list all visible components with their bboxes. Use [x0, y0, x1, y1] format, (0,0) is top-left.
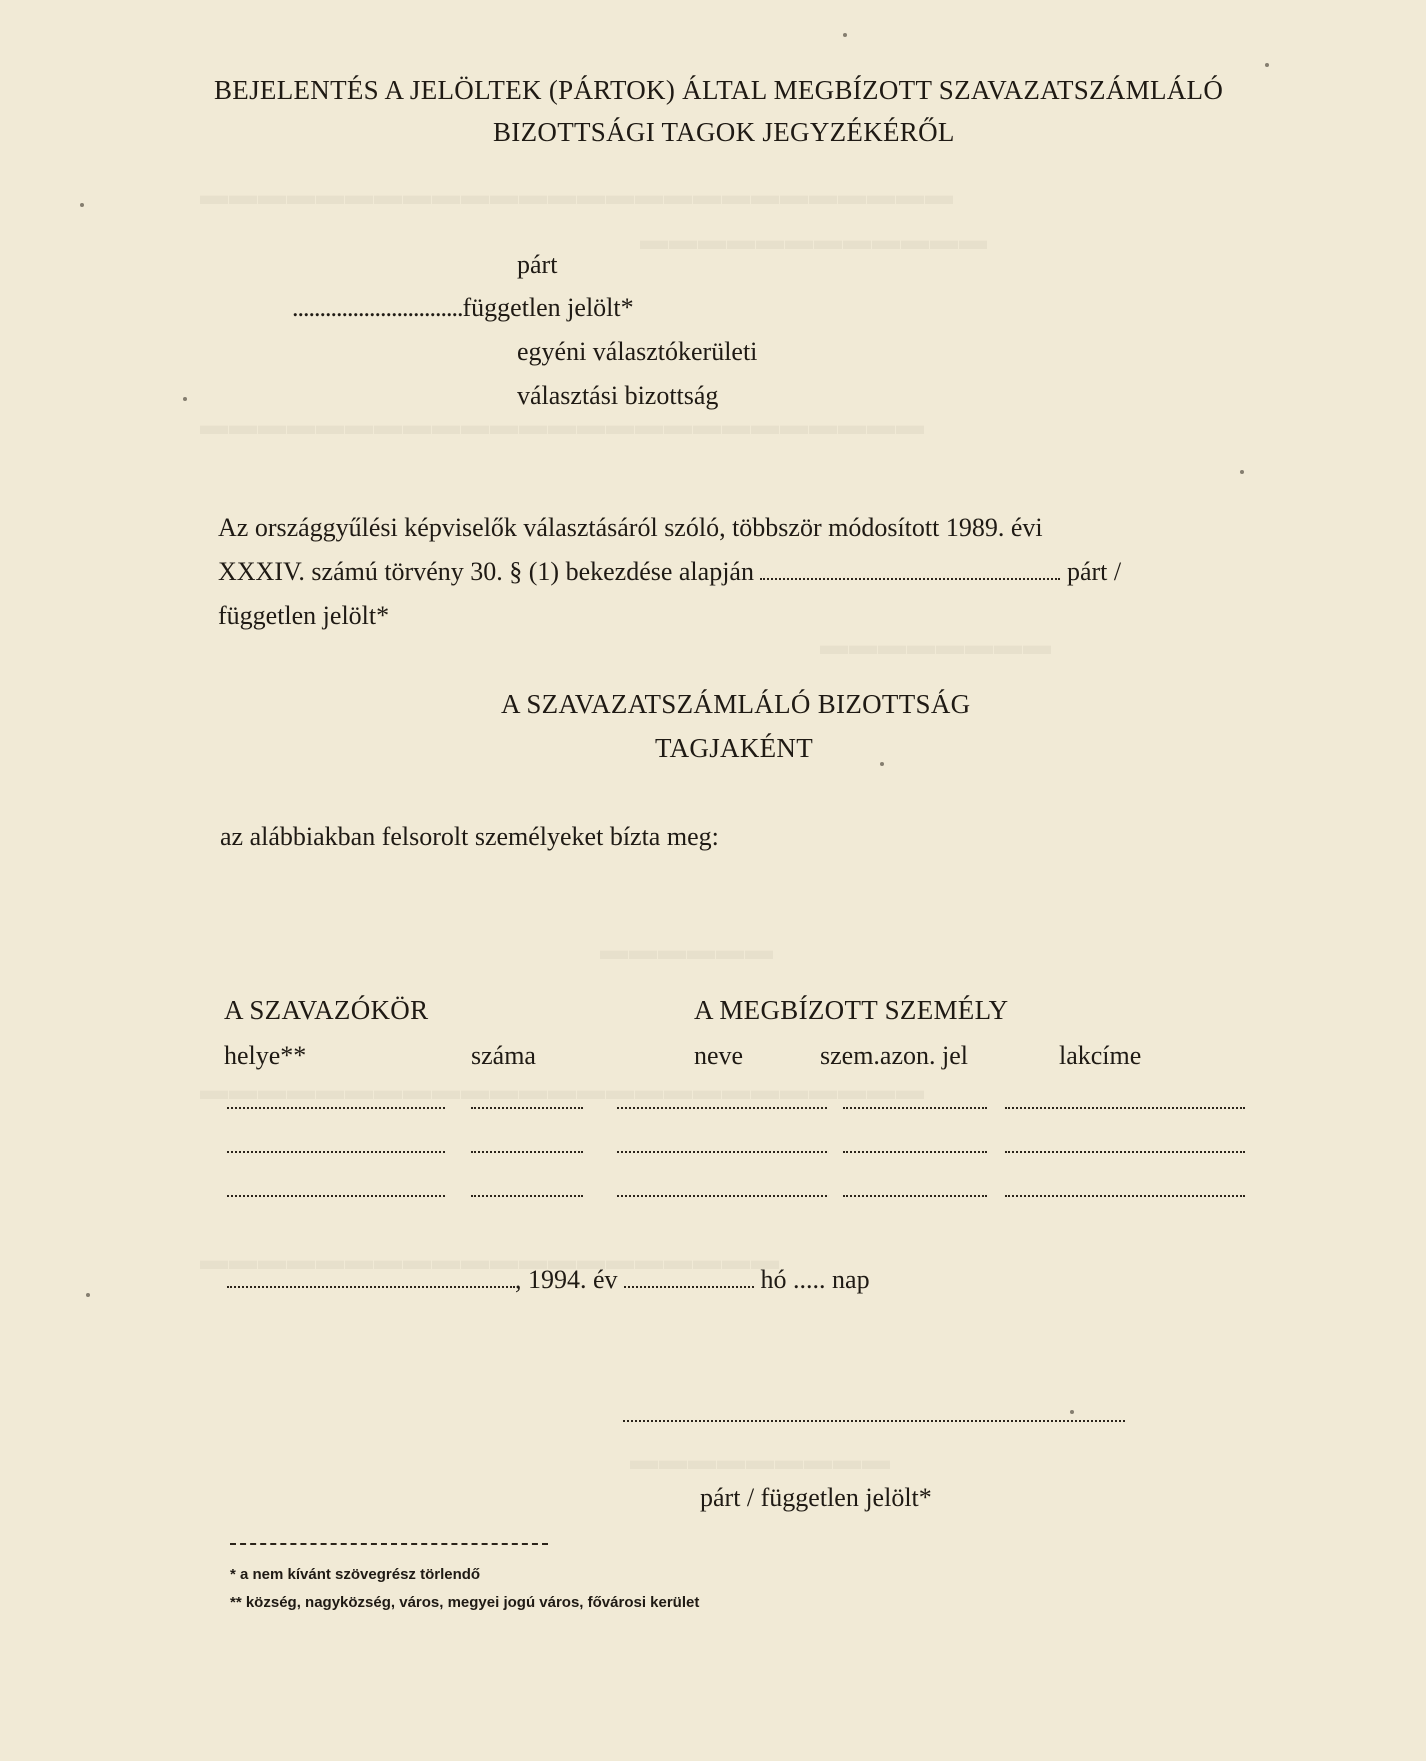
address-blank [1005, 1193, 1245, 1197]
address-blank [1005, 1105, 1245, 1109]
id-blank [843, 1149, 987, 1153]
bleed-through-texture [640, 225, 988, 257]
location-blank [227, 1149, 445, 1153]
addressee-independent-candidate [292, 293, 634, 323]
appointees-intro: az alábbiakban felsorolt személyeket bízta meg: [220, 822, 719, 851]
column-header-location: helye** [224, 1041, 307, 1070]
location-blank [227, 1193, 445, 1197]
footnote-1: * a nem kívánt szövegrész törlendő [230, 1566, 481, 1583]
signature-caption: párt / független jelölt* [700, 1483, 932, 1512]
party-name-blank [760, 558, 1060, 580]
name-blank [617, 1149, 827, 1153]
column-header-address: lakcíme [1059, 1041, 1142, 1070]
paper-speck [843, 33, 847, 37]
document-title-line-2: BIZOTTSÁGI TAGOK JEGYZÉKÉRŐL [493, 117, 955, 147]
document-title-line-1: BEJELENTÉS A JELÖLTEK (PÁRTOK) ÁLTAL MEGBÍZOTT SZAVAZATSZÁMLÁLÓ [214, 75, 1224, 105]
signature-blank [623, 1418, 1125, 1422]
addressee-committee: választási bizottság [517, 381, 719, 410]
bleed-through-texture [200, 180, 954, 212]
column-header-name: neve [694, 1041, 744, 1070]
bleed-through-texture [600, 935, 774, 967]
addressee-party: párt [517, 250, 558, 279]
legal-paragraph-line-2 [218, 557, 1121, 587]
place-blank [227, 1266, 515, 1288]
paper-speck [183, 397, 187, 401]
committee-heading-line-2: TAGJAKÉNT [655, 733, 814, 763]
bleed-through-texture [200, 1075, 925, 1107]
legal-paragraph-line-1: Az országgyűlési képviselők választásáról szóló, többször módosított 1989. évi [218, 513, 1043, 542]
paper-speck [1240, 470, 1244, 474]
bleed-through-texture [200, 410, 925, 442]
id-blank [843, 1193, 987, 1197]
location-blank [227, 1105, 445, 1109]
legal-paragraph-law-reference: XXXIV. számú törvény 30. § (1) bekezdése alapján [218, 557, 754, 586]
paper-speck [880, 762, 884, 766]
column-header-number: száma [471, 1041, 536, 1070]
paper-speck [86, 1293, 90, 1297]
date-month-label: hó [760, 1265, 787, 1294]
day-blank: ..... [793, 1265, 826, 1294]
committee-heading-line-1: A SZAVAZATSZÁMLÁLÓ BIZOTTSÁG [501, 689, 971, 719]
column-header-id: szem.azon. jel [820, 1041, 968, 1070]
number-blank [471, 1193, 583, 1197]
addressee-dots: ............................... [292, 293, 463, 322]
legal-paragraph-line-3: független jelölt* [218, 601, 390, 630]
number-blank [471, 1149, 583, 1153]
footnote-divider [230, 1543, 548, 1545]
id-blank [843, 1105, 987, 1109]
paper-speck [1265, 63, 1269, 67]
date-year: , 1994. év [515, 1265, 618, 1294]
legal-paragraph-party-label: párt / [1066, 557, 1122, 586]
footnote-2: ** község, nagyközség, város, megyei jogú város, fővárosi kerület [230, 1594, 700, 1611]
name-blank [617, 1105, 827, 1109]
polling-district-group-header: A SZAVAZÓKÖR [224, 995, 429, 1025]
paper-speck [80, 203, 84, 207]
paper-speck [1070, 1410, 1074, 1414]
date-day-label: nap [832, 1265, 870, 1294]
date-line [227, 1265, 870, 1295]
number-blank [471, 1105, 583, 1109]
bleed-through-texture [630, 1445, 891, 1477]
name-blank [617, 1193, 827, 1197]
appointed-person-group-header: A MEGBÍZOTT SZEMÉLY [694, 995, 1009, 1025]
address-blank [1005, 1149, 1245, 1153]
bleed-through-texture [820, 630, 1052, 662]
addressee-district: egyéni választókerületi [517, 337, 758, 366]
addressee-independent-label: független jelölt* [462, 293, 634, 322]
month-blank [624, 1266, 754, 1288]
